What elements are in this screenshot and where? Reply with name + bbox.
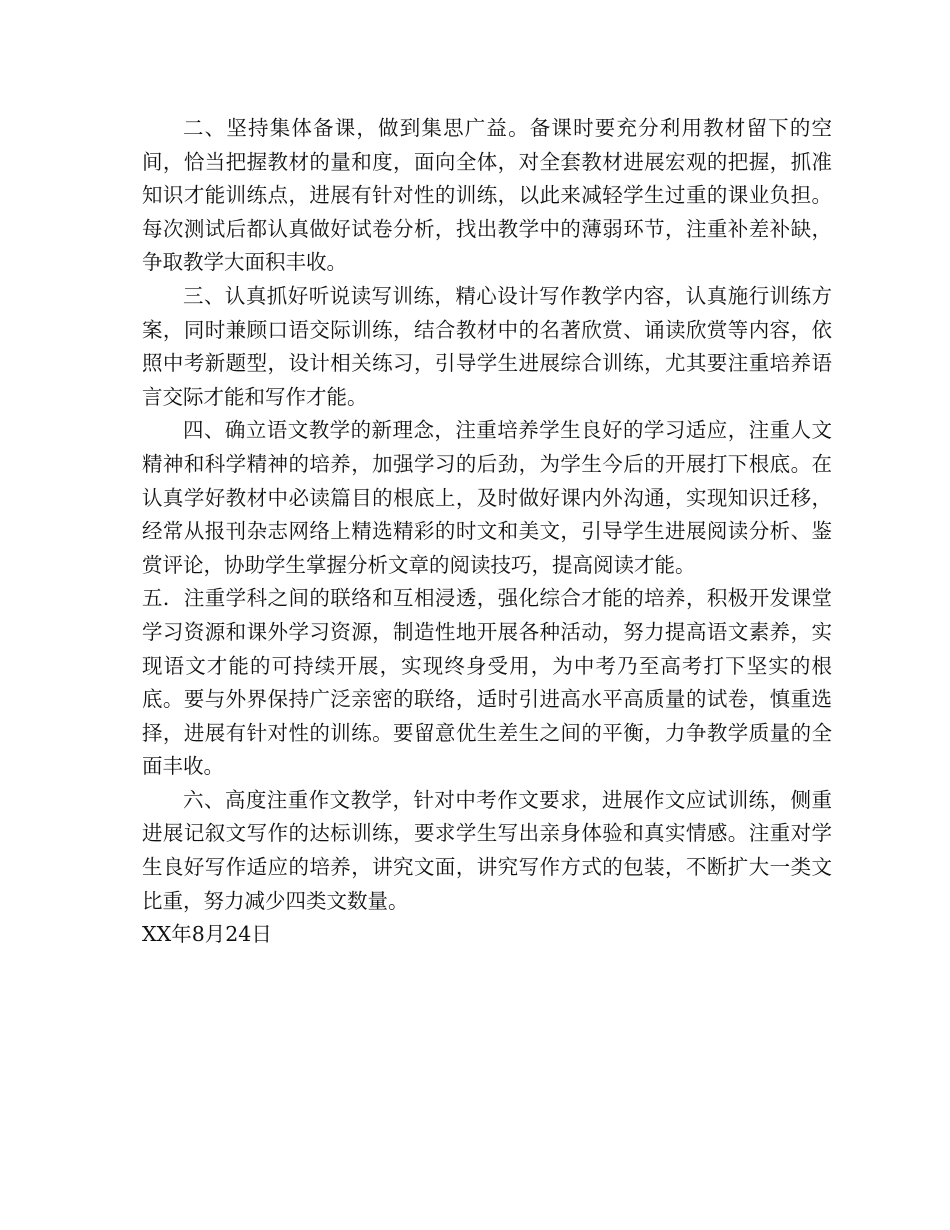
paragraph-section-4: 四、确立语文教学的新理念，注重培养学生良好的学习适应，注重人文精神和科学精神的培养，加强学习的后劲，为学生今后的开展打下根底。在认真学好教材中必读篇目的根底上，及时做好课内外沟通，实现知识迁移，经常从报刊杂志网络上精选精彩的时文和美文，引导学生进展阅读分析、鉴赏评论，协助学生掌握分析文章的阅读技巧，提高阅读才能。 xyxy=(142,418,832,577)
paragraph-section-2: 二、坚持集体备课，做到集思广益。备课时要充分利用教材留下的空间，恰当把握教材的量和度，面向全体，对全套教材进展宏观的把握，抓准知识才能训练点，进展有针对性的训练，以此来减轻学生过重的课业负担。每次测试后都认真做好试卷分析，找出教学中的薄弱环节，注重补差补缺，争取教学大面积丰收。 xyxy=(142,116,832,275)
paragraph-section-6: 六、高度注重作文教学，针对中考作文要求，进展作文应试训练，侧重进展记叙文写作的达标训练，要求学生写出亲身体验和真实情感。注重对学生良好写作适应的培养，讲究文面，讲究写作方式的包装，不断扩大一类文比重，努力减少四类文数量。 xyxy=(142,787,832,913)
paragraph-section-3: 三、认真抓好听说读写训练，精心设计写作教学内容，认真施行训练方案，同时兼顾口语交际训练，结合教材中的名著欣赏、诵读欣赏等内容，依照中考新题型，设计相关练习，引导学生进展综合训练，尤其要注重培养语言交际才能和写作才能。 xyxy=(142,283,832,409)
document-body xyxy=(142,112,832,952)
paragraph-section-5: 五．注重学科之间的联络和互相浸透，强化综合才能的培养，积极开发课堂学习资源和课外学习资源，制造性地开展各种活动，努力提高语文素养，实现语文才能的可持续开展，实现终身受用，为中考乃至高考打下坚实的根底。要与外界保持广泛亲密的联络，适时引进高水平高质量的试卷，慎重选择，进展有针对性的训练。要留意优生差生之间的平衡，力争教学质量的全面丰收。 xyxy=(142,586,832,779)
document-date: XX年8月24日 xyxy=(142,922,272,947)
